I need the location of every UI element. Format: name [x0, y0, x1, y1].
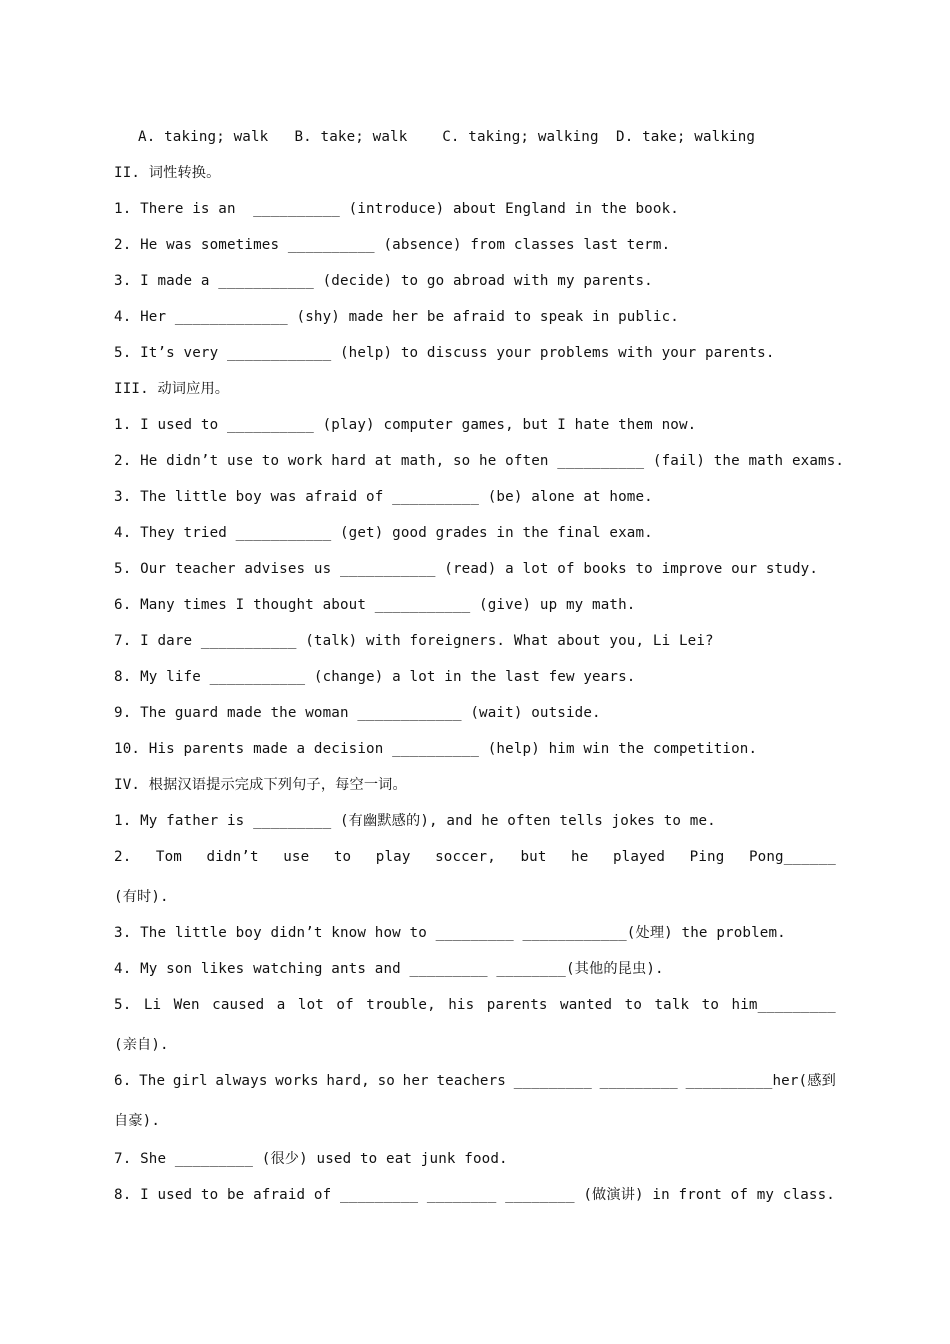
- answer-options: A. taking; walk B. take; walk C. taking; walking D. take; walking: [138, 129, 756, 145]
- question-4-2: [114, 847, 836, 867]
- question-4-5: [114, 995, 836, 1015]
- word: of: [336, 997, 354, 1013]
- word: him_________: [731, 997, 836, 1013]
- question-3-1: 1. I used to __________ (play) computer games, but I hate them now.: [114, 417, 697, 433]
- word: __________her(感到: [685, 1073, 836, 1089]
- word: 5.: [114, 997, 132, 1013]
- word: works: [275, 1073, 319, 1089]
- question-3-3: 3. The little boy was afraid of __________ (be) alone at home.: [114, 489, 653, 505]
- question-4-8: 8. I used to be afraid of _________ ________ ________ (做演讲) in front of my class.: [114, 1187, 835, 1203]
- word: girl: [172, 1073, 208, 1089]
- word: he: [571, 849, 589, 865]
- question-3-9: 9. The guard made the woman ____________ (wait) outside.: [114, 705, 601, 721]
- word: lot: [297, 997, 324, 1013]
- word: _________: [599, 1073, 678, 1089]
- word: teachers: [436, 1073, 506, 1089]
- question-4-5-continued: (亲自).: [114, 1037, 169, 1053]
- word: her: [402, 1073, 429, 1089]
- question-2-1: 1. There is an __________ (introduce) about England in the book.: [114, 201, 679, 217]
- question-3-2: 2. He didn’t use to work hard at math, so he often __________ (fail) the math exams.: [114, 453, 845, 469]
- question-3-5: 5. Our teacher advises us ___________ (read) a lot of books to improve our study.: [114, 561, 819, 577]
- word: his: [448, 997, 475, 1013]
- word: talk: [654, 997, 690, 1013]
- word: play: [375, 849, 411, 865]
- word: so: [377, 1073, 395, 1089]
- question-4-3: 3. The little boy didn’t know how to _________ ____________(处理) the problem.: [114, 925, 786, 941]
- question-3-8: 8. My life ___________ (change) a lot in the last few years.: [114, 669, 636, 685]
- question-4-6: [114, 1071, 836, 1091]
- word: use: [283, 849, 310, 865]
- question-3-6: 6. Many times I thought about ___________ (give) up my math.: [114, 597, 636, 613]
- word: hard,: [326, 1073, 370, 1089]
- word: wanted: [560, 997, 613, 1013]
- question-4-7: 7. She _________ (很少) used to eat junk food.: [114, 1151, 508, 1167]
- question-2-5: 5. It’s very ____________ (help) to discuss your problems with your parents.: [114, 345, 775, 361]
- section-2-heading: II. 词性转换。: [114, 165, 221, 181]
- word: caused: [212, 997, 265, 1013]
- word: a: [276, 997, 286, 1013]
- word: to: [701, 997, 720, 1013]
- word: to: [333, 849, 352, 865]
- word: played: [612, 849, 666, 865]
- word: to: [624, 997, 643, 1013]
- question-3-10: 10. His parents made a decision __________ (help) him win the competition.: [114, 741, 758, 757]
- word: trouble,: [366, 997, 436, 1013]
- word: but: [520, 849, 547, 865]
- word: Tom: [155, 849, 182, 865]
- word: Wen: [173, 997, 200, 1013]
- word: Li: [143, 997, 162, 1013]
- question-4-6-continued: 自豪).: [114, 1113, 161, 1129]
- question-2-2: 2. He was sometimes __________ (absence) from classes last term.: [114, 237, 671, 253]
- word: _________: [513, 1073, 592, 1089]
- word: Pong______: [748, 849, 836, 865]
- question-3-7: 7. I dare ___________ (talk) with foreigners. What about you, Li Lei?: [114, 633, 714, 649]
- word: soccer,: [435, 849, 496, 865]
- word: 2.: [114, 849, 132, 865]
- section-3-heading: III. 动词应用。: [114, 381, 230, 397]
- word: parents: [486, 997, 548, 1013]
- question-2-3: 3. I made a ___________ (decide) to go abroad with my parents.: [114, 273, 653, 289]
- question-4-1: 1. My father is _________ (有幽默感的), and he often tells jokes to me.: [114, 813, 716, 829]
- question-4-4: 4. My son likes watching ants and _________ ________(其他的昆虫).: [114, 961, 664, 977]
- word: Ping: [689, 849, 725, 865]
- word: 6.: [114, 1073, 132, 1089]
- question-3-4: 4. They tried ___________ (get) good grades in the final exam.: [114, 525, 653, 541]
- word: always: [215, 1073, 268, 1089]
- word: didn’t: [206, 849, 259, 865]
- question-4-2-continued: (有时).: [114, 889, 169, 905]
- section-4-heading: IV. 根据汉语提示完成下列句子，每空一词。: [114, 777, 407, 793]
- question-2-4: 4. Her _____________ (shy) made her be afraid to speak in public.: [114, 309, 679, 325]
- word: The: [139, 1073, 166, 1089]
